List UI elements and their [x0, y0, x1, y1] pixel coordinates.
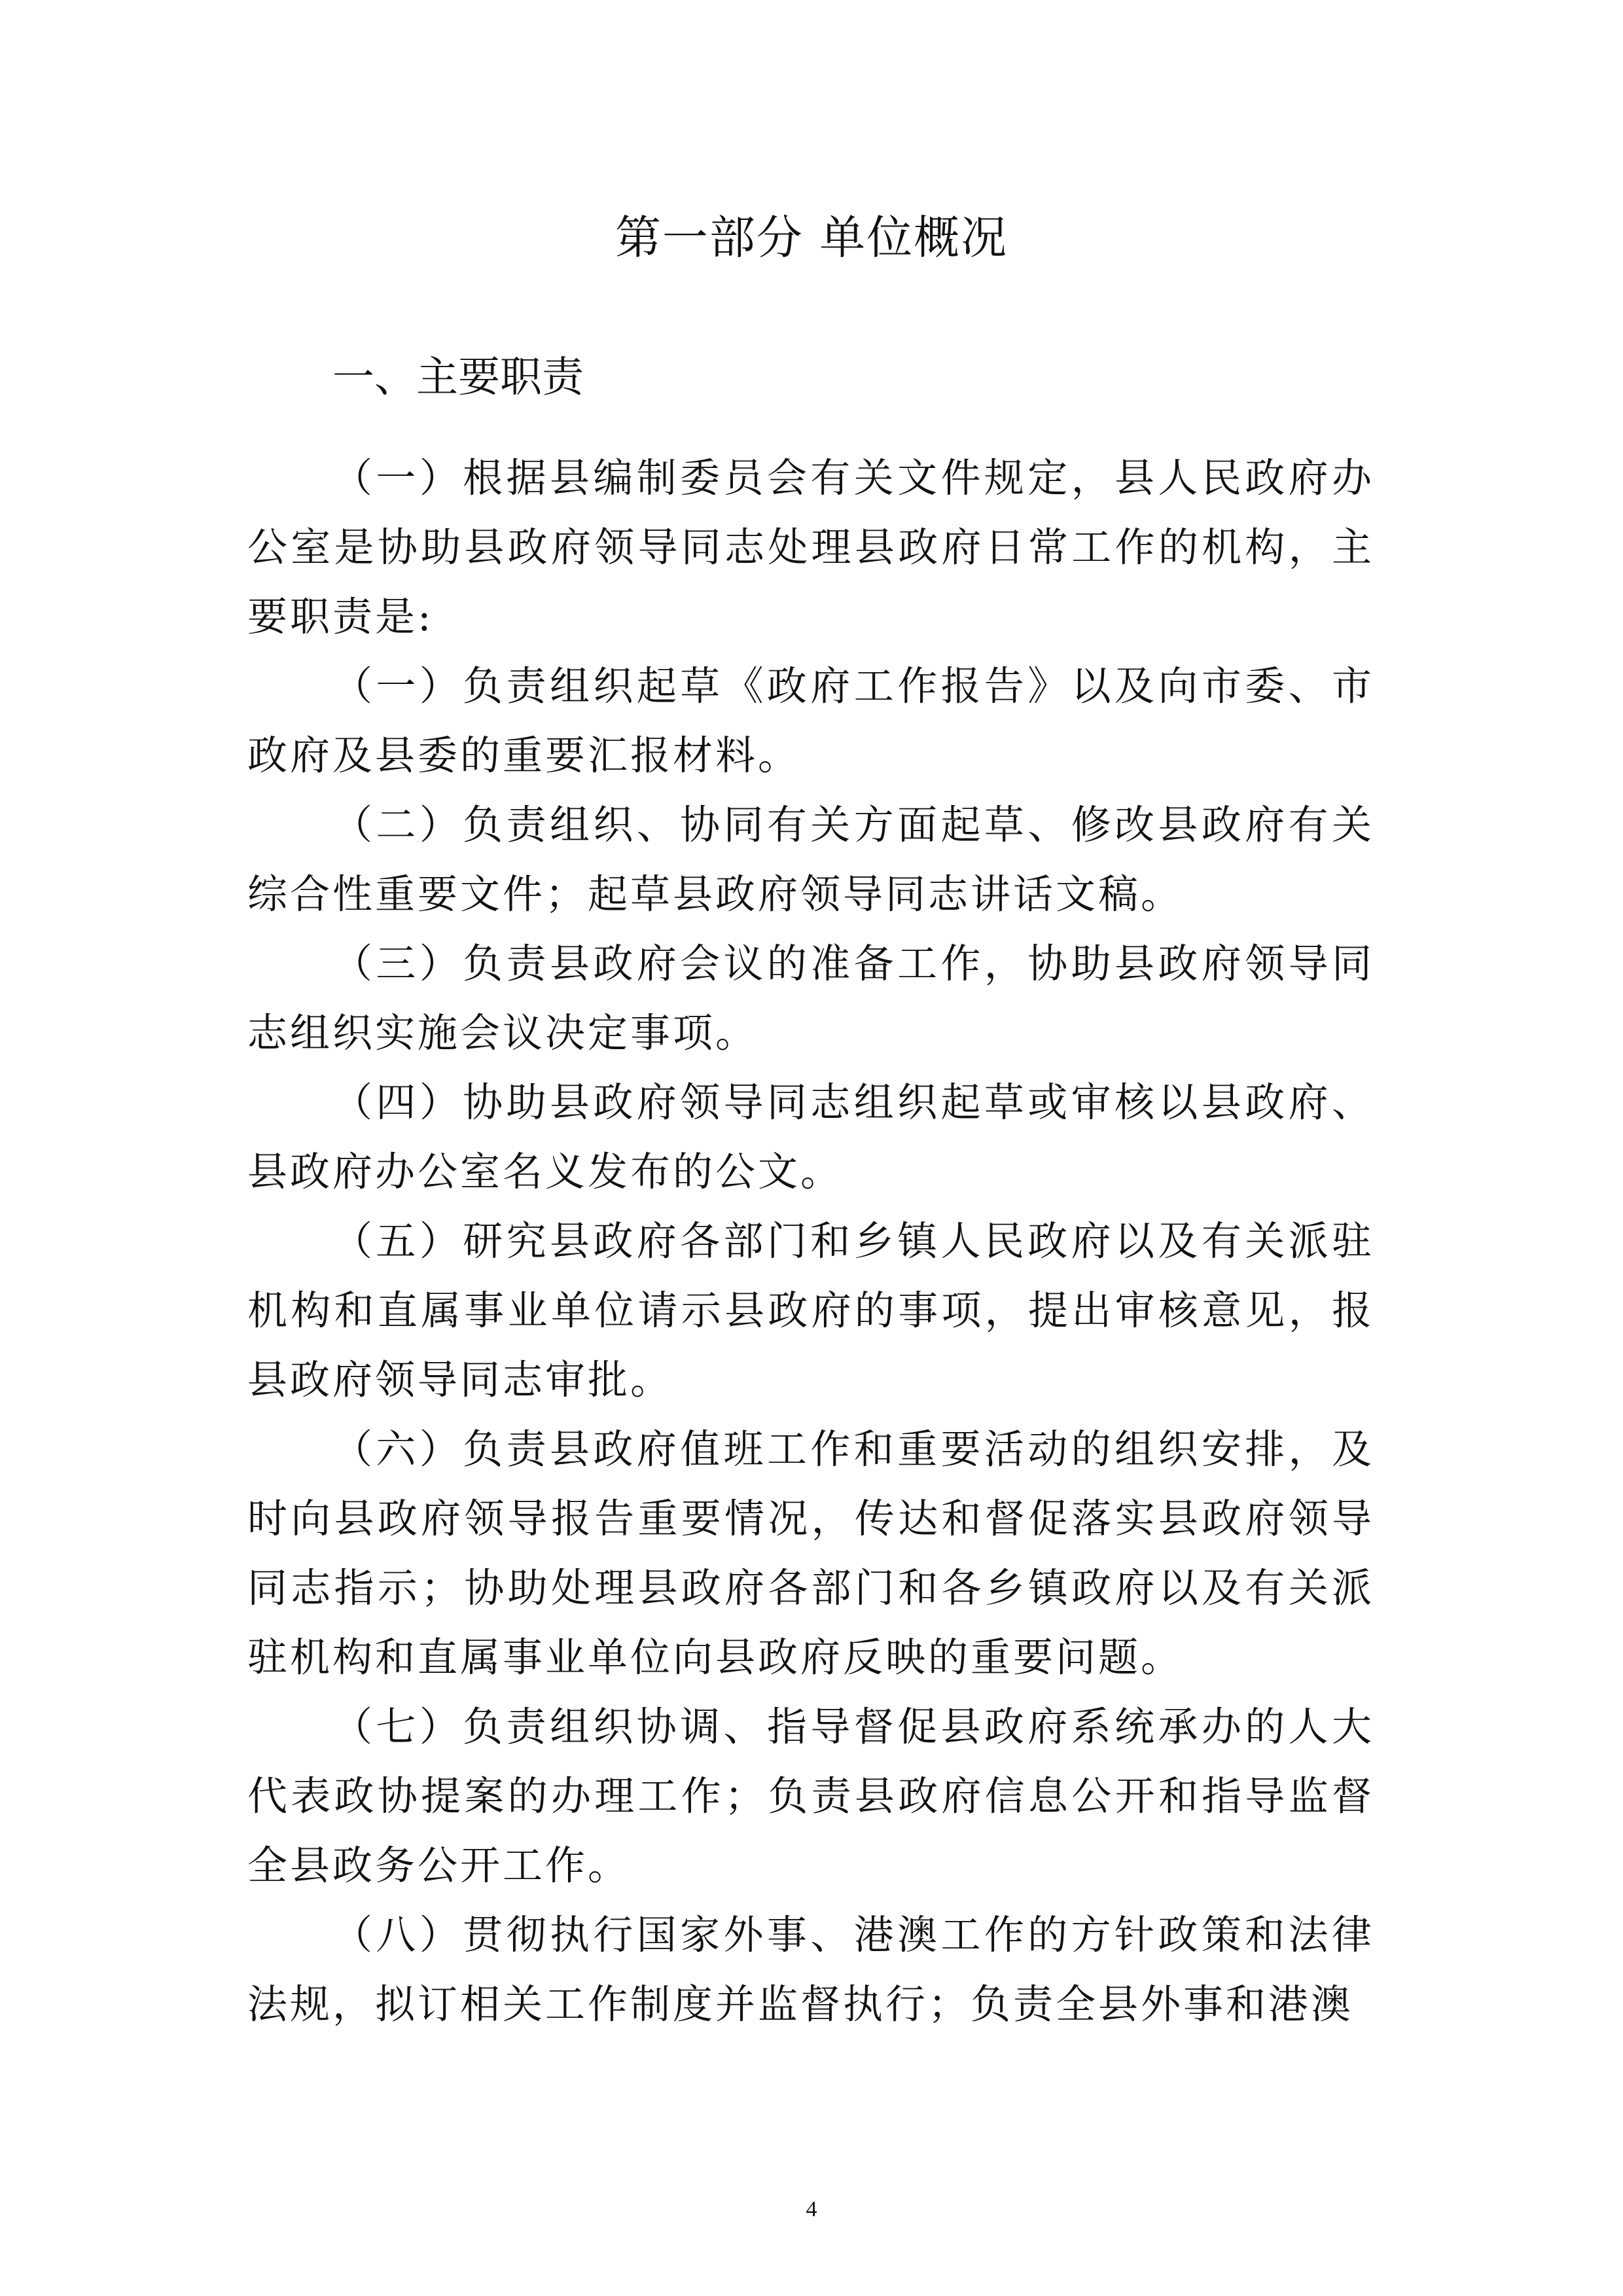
- paragraph-item-6: （六）负责县政府值班工作和重要活动的组织安排，及时向县政府领导报告重要情况，传达和督促落实县政府领导同志指示；协助处理县政府各部门和各乡镇政府以及有关派驻机构和直属事业单位向县政府反映的重要问题。: [247, 1426, 1374, 1681]
- paragraph-item-4: （四）协助县政府领导同志组织起草或审核以县政府、县政府办公室名义发布的公文。: [247, 1079, 1374, 1195]
- paragraph-item-8: （八）贯彻执行国家外事、港澳工作的方针政策和法律法规，拟订相关工作制度并监督执行；负责全县外事和港澳: [247, 1912, 1374, 2028]
- document-body: [247, 444, 1374, 2039]
- paragraph-item-7: （七）负责组织协调、指导督促县政府系统承办的人大代表政协提案的办理工作；负责县政府信息公开和指导监督全县政务公开工作。: [247, 1704, 1374, 1889]
- paragraph-item-3: （三）负责县政府会议的准备工作，协助县政府领导同志组织实施会议决定事项。: [247, 941, 1374, 1056]
- page-title: 第一部分 单位概况: [615, 211, 1008, 264]
- section-heading: 一、主要职责: [332, 353, 584, 402]
- paragraph-item-1: （一）负责组织起草《政府工作报告》以及向市委、市政府及县委的重要汇报材料。: [247, 663, 1374, 779]
- paragraph-main-duties: （一）根据县编制委员会有关文件规定，县人民政府办公室是协助县政府领导同志处理县政府日常工作的机构，主要职责是:: [247, 455, 1374, 640]
- paragraph-item-5: （五）研究县政府各部门和乡镇人民政府以及有关派驻机构和直属事业单位请示县政府的事项，提出审核意见，报县政府领导同志审批。: [247, 1218, 1374, 1403]
- paragraph-item-2: （二）负责组织、协同有关方面起草、修改县政府有关综合性重要文件；起草县政府领导同志讲话文稿。: [247, 802, 1374, 918]
- page-number: 4: [806, 2197, 817, 2221]
